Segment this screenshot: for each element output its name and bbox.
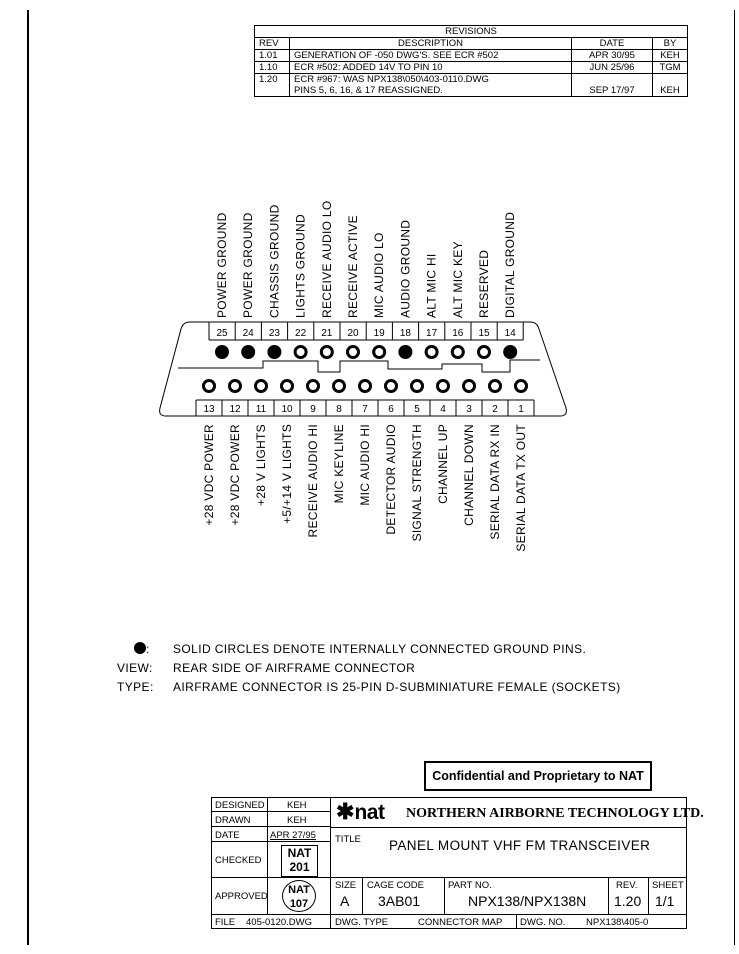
socket-pin-icon — [386, 381, 397, 392]
revision-by: TGM — [653, 62, 688, 74]
pin-number: 3 — [466, 404, 472, 415]
socket-pin-icon — [516, 381, 527, 392]
cage-code-value: 3AB01 — [378, 893, 421, 909]
socket-pin-icon — [256, 381, 267, 392]
pin-number: 2 — [492, 404, 498, 415]
pin-number: 15 — [478, 328, 490, 339]
date-value: APR 27/95 — [270, 830, 316, 841]
pin-number: 20 — [347, 328, 359, 339]
pin-label: SIGNAL STRENGTH — [410, 424, 424, 542]
pin-number: 21 — [321, 328, 333, 339]
approved-stamp-line-2: 107 — [289, 898, 309, 910]
pin-label: SERIAL DATA TX OUT — [514, 424, 528, 552]
socket-pin-icon — [490, 381, 501, 392]
nat-logo-text: nat — [354, 801, 385, 824]
socket-pin-icon — [348, 347, 359, 358]
ground-pin-icon — [241, 345, 255, 359]
socket-pin-icon — [426, 347, 437, 358]
pin-label: DETECTOR AUDIO — [384, 424, 398, 535]
drawing-title: PANEL MOUNT VHF FM TRANSCEIVER — [389, 838, 651, 853]
pin-number: 14 — [504, 328, 516, 339]
nat-logo — [336, 800, 384, 825]
revision-description: ECR #502: ADDED 14V TO PIN 10 — [290, 62, 572, 74]
rev-label: REV. — [616, 880, 638, 891]
socket-pin-icon — [374, 347, 385, 358]
company-name: NORTHERN AIRBORNE TECHNOLOGY LTD. — [406, 806, 704, 821]
pin-number: 5 — [414, 404, 420, 415]
note-type-text: AIRFRAME CONNECTOR IS 25-PIN D-SUBMINIATURE FEMALE (SOCKETS) — [173, 680, 621, 694]
pin-number: 7 — [362, 404, 368, 415]
checked-stamp-line-2: 201 — [289, 860, 310, 874]
revision-number: 1.01 — [255, 50, 290, 62]
revision-by: KEH — [653, 74, 688, 97]
sheet-value: 1/1 — [655, 893, 675, 909]
approved-label: APPROVED — [215, 891, 268, 902]
pin-label: MIC AUDIO HI — [358, 424, 372, 506]
note-type-key: TYPE: — [117, 680, 154, 694]
note-ground-key: : — [146, 642, 150, 656]
part-no-label: PART NO. — [448, 880, 492, 891]
pin-label: +28 V LIGHTS — [254, 424, 268, 506]
description-col-header: DESCRIPTION — [290, 38, 572, 50]
pin-label: DIGITAL GROUND — [503, 211, 518, 318]
socket-pin-icon — [412, 381, 423, 392]
socket-pin-icon — [452, 347, 463, 358]
solid-circle-icon — [134, 642, 146, 654]
date-label: DATE — [215, 830, 240, 841]
confidential-notice: Confidential and Proprietary to NAT — [424, 761, 652, 791]
part-no-value: NPX138/NPX138N — [468, 893, 587, 909]
revision-description-line-1: ECR #967: WAS NPX138\050\403-0110.DWG — [294, 74, 489, 85]
pin-label: RECEIVE AUDIO LO — [319, 200, 334, 318]
note-view-text: REAR SIDE OF AIRFRAME CONNECTOR — [173, 661, 416, 675]
dwg-type-label: DWG. TYPE — [335, 917, 389, 928]
pin-label: RECEIVE ACTIVE — [346, 215, 360, 318]
pin-number: 12 — [229, 404, 241, 415]
pin-number: 16 — [452, 328, 464, 339]
pin-number: 4 — [440, 404, 446, 415]
pin-label: AUDIO GROUND — [398, 219, 413, 318]
pin-label: CHASSIS GROUND — [267, 204, 282, 318]
ground-pin-icon — [398, 345, 412, 359]
pin-label: SERIAL DATA RX IN — [488, 424, 502, 540]
size-label: SIZE — [335, 880, 357, 891]
pin-number: 22 — [295, 328, 307, 339]
revision-description: GENERATION OF -050 DWG'S. SEE ECR #502 — [290, 50, 572, 62]
checked-stamp-line-1: NAT — [287, 846, 312, 860]
by-col-header: BY — [653, 38, 688, 50]
dwg-no-value: NPX138\405-0 — [586, 917, 649, 928]
size-value: A — [340, 893, 350, 909]
sheet-label: SHEET — [652, 880, 684, 891]
approved-stamp-line-1: NAT — [288, 884, 310, 896]
pin-label: ALT MIC KEY — [450, 241, 465, 318]
note-ground — [134, 642, 150, 656]
pin-number: 25 — [216, 328, 228, 339]
socket-pin-icon — [479, 347, 490, 358]
pin-number: 8 — [336, 404, 342, 415]
rev-value: 1.20 — [614, 893, 642, 909]
socket-pin-icon — [321, 347, 332, 358]
pin-label: +28 VDC POWER — [202, 424, 216, 526]
pin-number: 24 — [242, 328, 254, 339]
pin-number: 19 — [373, 328, 385, 339]
pin-number: 6 — [388, 404, 394, 415]
revision-date: SEP 17/97 — [572, 74, 653, 97]
socket-pin-icon — [204, 381, 215, 392]
socket-pin-icon — [360, 381, 371, 392]
pin-label: CHANNEL UP — [436, 424, 450, 504]
approved-stamp — [282, 880, 316, 912]
checked-stamp — [281, 845, 318, 877]
pin-label: LIGHTS GROUND — [293, 214, 308, 318]
pin-label: RECEIVE AUDIO HI — [306, 424, 320, 538]
note-ground-text: SOLID CIRCLES DENOTE INTERNALLY CONNECTED GROUND PINS. — [173, 642, 587, 656]
dwg-type-value: CONNECTOR MAP — [418, 917, 503, 928]
socket-pin-icon — [308, 381, 319, 392]
pin-label: +5/+14 V LIGHTS — [280, 424, 294, 524]
pin-number: 9 — [310, 404, 316, 415]
revisions-header: REVISIONS — [255, 26, 688, 38]
revision-date: APR 30/95 — [572, 50, 653, 62]
socket-pin-icon — [282, 381, 293, 392]
ground-pin-icon — [503, 345, 517, 359]
star-icon: ✱ — [336, 799, 355, 824]
pin-number: 23 — [268, 328, 280, 339]
date-col-header: DATE — [572, 38, 653, 50]
revision-number: 1.10 — [255, 62, 290, 74]
pin-number: 10 — [281, 404, 293, 415]
cage-code-label: CAGE CODE — [367, 880, 425, 891]
file-label: FILE — [215, 917, 236, 928]
pin-number: 18 — [399, 328, 411, 339]
ground-pin-icon — [215, 345, 229, 359]
designed-label: DESIGNED — [215, 800, 265, 811]
revision-description-line-2: PINS 5, 6, 16, & 17 REASSIGNED. — [294, 85, 443, 96]
dwg-no-label: DWG. NO. — [520, 917, 566, 928]
pin-label: RESERVED — [477, 249, 491, 318]
pin-number: 17 — [426, 328, 438, 339]
checked-label: CHECKED — [215, 855, 262, 866]
file-value: 405-0120.DWG — [246, 917, 313, 928]
drawn-label: DRAWN — [215, 815, 251, 826]
pin-number: 11 — [255, 404, 267, 415]
socket-pin-icon — [438, 381, 449, 392]
revision-number: 1.20 — [255, 74, 290, 97]
pin-label: ALT MIC HI — [424, 253, 439, 318]
pin-label: CHANNEL DOWN — [462, 424, 476, 526]
pin-label: POWER GROUND — [241, 212, 256, 318]
title-label: TITLE — [335, 834, 361, 845]
socket-pin-icon — [334, 381, 345, 392]
pin-number: 13 — [203, 404, 215, 415]
drawn-value: KEH — [287, 815, 307, 826]
rev-col-header: REV — [255, 38, 290, 50]
pin-row-divider — [178, 360, 540, 372]
pin-label: MIC AUDIO LO — [372, 232, 387, 318]
revision-by: KEH — [653, 50, 688, 62]
pin-label: POWER GROUND — [215, 212, 229, 318]
pin-number: 1 — [518, 404, 524, 415]
ground-pin-icon — [267, 345, 281, 359]
pin-label: MIC KEYLINE — [332, 424, 346, 504]
socket-pin-icon — [230, 381, 241, 392]
revision-date: JUN 25/96 — [572, 62, 653, 74]
note-view-key: VIEW: — [117, 661, 153, 675]
socket-pin-icon — [295, 347, 306, 358]
socket-pin-icon — [464, 381, 475, 392]
pin-label: +28 VDC POWER — [228, 424, 242, 526]
designed-value: KEH — [287, 800, 307, 811]
